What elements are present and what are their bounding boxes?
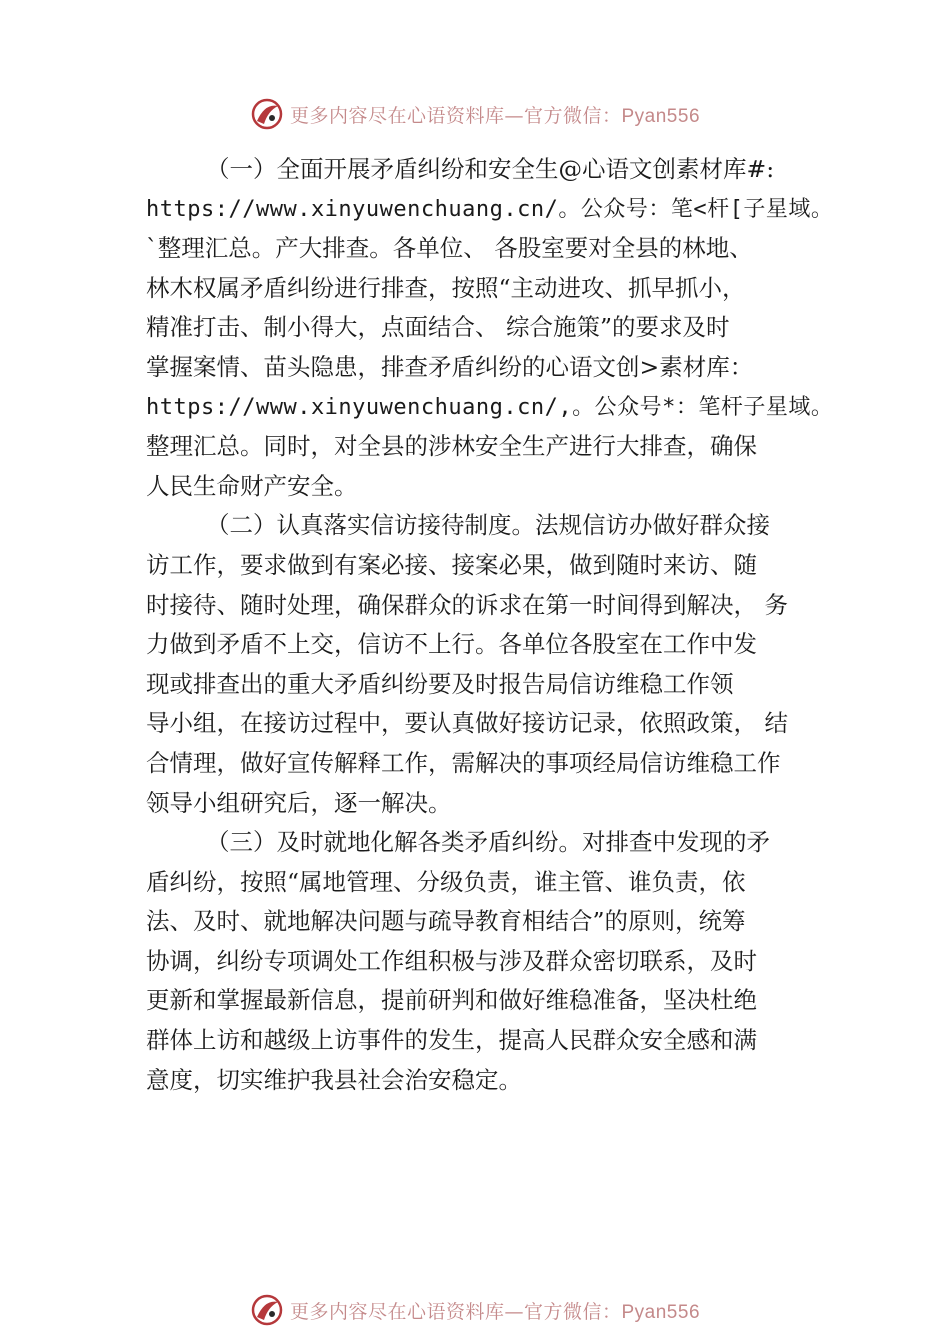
watermark-label: 更多内容尽在心语资料库—官方微信： <box>289 1300 622 1323</box>
paragraph-line: 领导小组研究后，逐一解决。 <box>146 788 452 817</box>
watermark-label: 更多内容尽在心语资料库—官方微信： <box>289 104 622 127</box>
watermark-wechat-id: Pyan556 <box>621 1301 701 1323</box>
watermark-banner-top <box>0 94 950 134</box>
paragraph-line: 意度，切实维护我县社会治安稳定。 <box>146 1065 522 1094</box>
line-text: （一）全面开展矛盾纠纷和安全生@心语文创素材库#: <box>206 155 775 183</box>
paragraph-line: 协调，纠纷专项调处工作组积极与涉及群众密切联系，及时 <box>146 946 757 975</box>
paragraph-3 <box>146 823 816 1100</box>
paragraph-line: 群体上访和越级上访事件的发生，提高人民群众安全感和满 <box>146 1026 757 1055</box>
watermark-logo-icon <box>250 97 284 131</box>
watermark-text <box>290 101 700 128</box>
watermark-banner-bottom <box>0 1290 950 1330</box>
paragraph-line: 现或排查出的重大矛盾纠纷要及时报告局信访维稳工作领 <box>146 669 734 698</box>
paragraph-line: 时接待、随时处理，确保群众的诉求在第一时间得到解决， 务 <box>146 590 788 619</box>
paragraph-line: 盾纠纷，按照“属地管理、分级负责，谁主管、谁负责，依 <box>146 867 746 896</box>
paragraph-line: 人民生命财产安全。 <box>146 471 358 500</box>
paragraph-line: 法、及时、就地解决问题与疏导教育相结合”的原则，统筹 <box>146 907 746 936</box>
watermark-logo-icon <box>250 1293 284 1327</box>
line-text: （三）及时就地化解各类矛盾纠纷。对排查中发现的矛 <box>206 828 770 857</box>
paragraph-line: `整理汇总。产大排查。各单位、 各股室要对全县的林地、 <box>146 234 753 263</box>
paragraph-line: 更新和掌握最新信息，提前研判和做好维稳准备，坚决杜绝 <box>146 986 757 1015</box>
paragraph-line: 整理汇总。同时，对全县的涉林安全生产进行大排查，确保 <box>146 432 757 461</box>
paragraph-2 <box>146 506 816 823</box>
paragraph-line: 力做到矛盾不上交，信访不上行。各单位各股室在工作中发 <box>146 630 757 659</box>
watermark-wechat-id: Pyan556 <box>621 105 701 127</box>
paragraph-line: 合情理，做好宣传解释工作，需解决的事项经局信访维稳工作 <box>146 748 781 777</box>
paragraph-line: 访工作，要求做到有案必接、接案必果，做到随时来访、随 <box>146 550 757 579</box>
paragraph-line: 精准打击、制小得大，点面结合、 综合施策”的要求及时 <box>146 313 730 342</box>
paragraph-line <box>146 506 816 546</box>
paragraph-line <box>146 823 816 863</box>
line-text: （二）认真落实信访接待制度。法规信访办做好群众接 <box>206 511 770 540</box>
paragraph-line <box>146 150 816 190</box>
paragraph-line-url: https://www.xinyuwenchuang.cn/,。公众号*：笔杆子星域。 <box>146 394 834 420</box>
paragraph-line: 林木权属矛盾纠纷进行排查，按照“主动进攻、抓早抓小， <box>146 273 746 302</box>
watermark-text <box>290 1297 700 1324</box>
paragraph-line: 掌握案情、苗头隐患，排查矛盾纠纷的心语文创>素材库： <box>146 352 754 381</box>
paragraph-line: 导小组，在接访过程中，要认真做好接访记录，依照政策， 结 <box>146 709 788 738</box>
paragraph-1 <box>146 150 834 506</box>
document-body <box>146 150 834 1100</box>
paragraph-line-url: https://www.xinyuwenchuang.cn/。公众号：笔<杆[子星域。 <box>146 196 834 222</box>
